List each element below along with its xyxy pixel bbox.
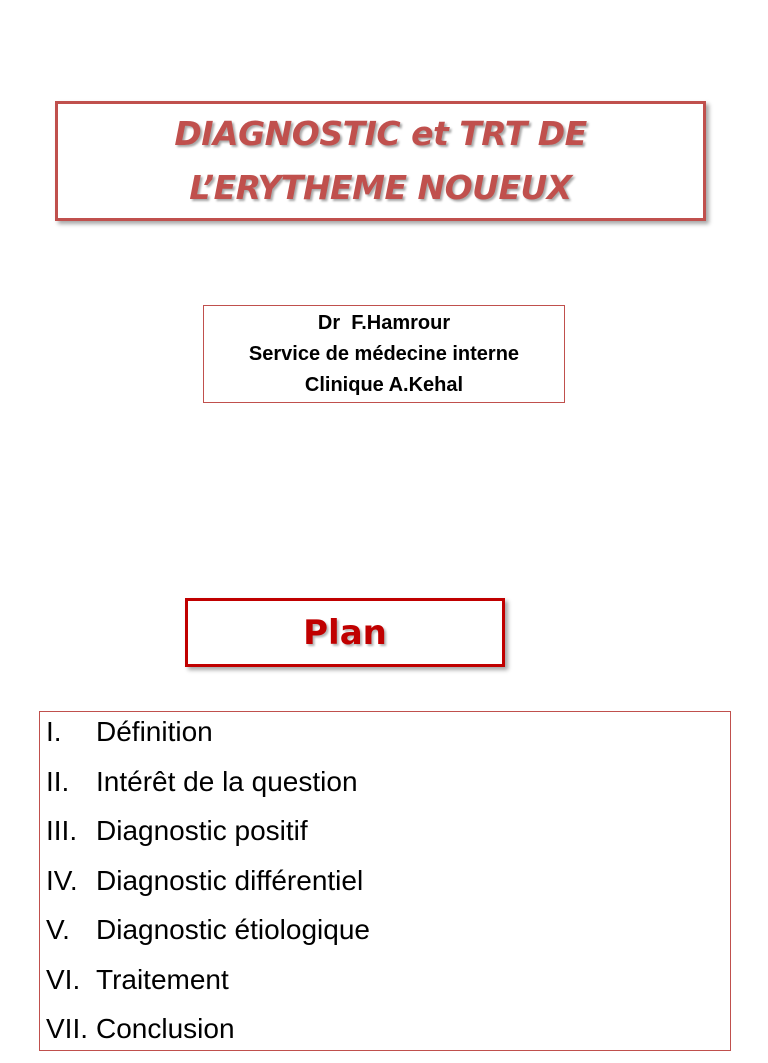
outline-item-label: Intérêt de la question [96, 765, 358, 797]
title-line-2: L’ERYTHEME NOUEUX [189, 168, 572, 207]
outline-item-label: Diagnostic différentiel [96, 864, 364, 896]
author-name: Dr F.Hamrour [317, 311, 451, 334]
outline-item-number: VII. [46, 1013, 89, 1044]
plan-heading-box [185, 598, 505, 667]
outline-item [46, 1013, 370, 1063]
outline-item-label: Conclusion [96, 1013, 235, 1044]
outline-box [39, 711, 731, 1051]
outline-item-number: I. [46, 716, 62, 747]
author-box [203, 305, 565, 403]
outline-item-label: Diagnostic positif [96, 815, 308, 846]
outline-item-number: III. [46, 815, 78, 846]
outline-item-number: IV. [46, 864, 78, 896]
outline-item [46, 815, 370, 865]
plan-title: Plan [303, 612, 387, 653]
outline-item-number: II. [46, 765, 70, 797]
outline-item [46, 865, 370, 915]
outline-list [46, 712, 370, 1063]
outline-item-label: Diagnostic étiologique [96, 914, 370, 945]
outline-item [46, 964, 370, 1014]
outline-item-number: V. [46, 914, 70, 945]
outline-item [46, 766, 370, 816]
author-service: Service de médecine interne [248, 342, 520, 365]
outline-item-label: Définition [96, 716, 213, 747]
title-line-1: DIAGNOSTIC et TRT DE [174, 114, 587, 153]
outline-item [46, 914, 370, 964]
outline-item [46, 716, 370, 766]
author-clinic: Clinique A.Kehal [304, 373, 464, 396]
outline-item-label: Traitement [96, 963, 229, 995]
outline-item-number: VI. [46, 963, 81, 995]
title-box [55, 101, 706, 221]
